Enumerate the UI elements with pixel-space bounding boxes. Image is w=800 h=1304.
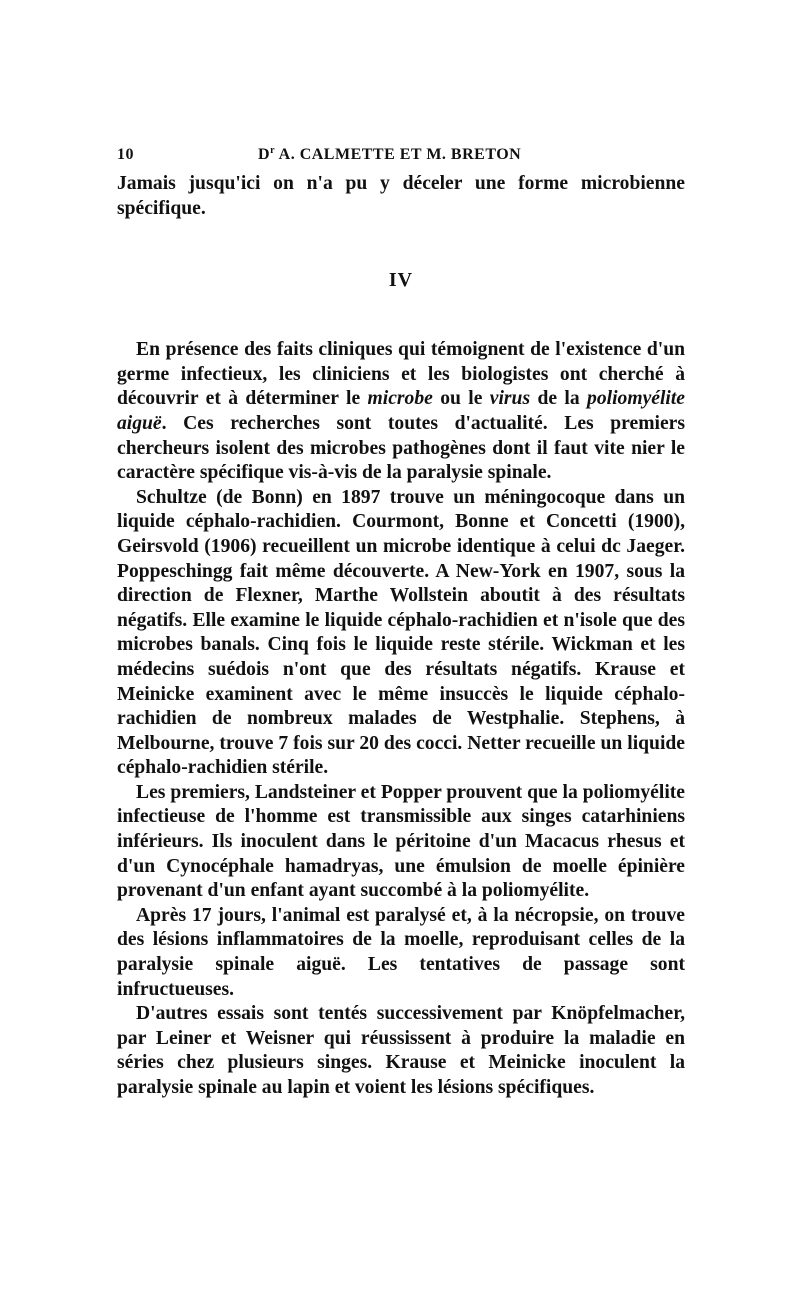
running-head	[117, 146, 685, 172]
paragraph-continuation: Jamais jusqu'ici on n'a pu y déceler une forme microbienne spécifique.	[117, 173, 685, 219]
running-title-authors: A. CALMETTE ET M. BRETON	[275, 146, 522, 163]
paragraph-text: de la	[530, 388, 588, 410]
running-title	[258, 146, 521, 164]
paragraph-search-for-germ	[117, 338, 685, 486]
running-title-superscript: r	[270, 145, 276, 156]
page-number: 10	[117, 146, 134, 163]
italic-term-virus: virus	[489, 388, 531, 410]
paragraph-text: . Ces recherches sont toutes d'actualité. Les premiers chercheurs isolent des microbes pathogènes dont il faut vite nier le caractère spécifique vis-à-vis de la paralysie spinale.	[117, 412, 685, 484]
paragraph-necropsie: Après 17 jours, l'animal est paralysé et, à la nécropsie, on trouve des lésions inflammatoires de la moelle, reproduisant celles de la paralysie spinale aiguë. Les tentatives de passage sont infructueuses.	[117, 904, 685, 1000]
italic-term-microbe: microbe	[367, 388, 433, 410]
paragraph-other-trials: D'autres essais sont tentés successivement par Knöpfelmacher, par Leiner et Weisner qui réussissent à produire la maladie en séries chez plusieurs singes. Krause et Meinicke inoculent la paralysie spinale au lapin et voient les lésions spécifiques.	[117, 1003, 685, 1098]
paragraph-schultze: Schultze (de Bonn) en 1897 trouve un méningocoque dans un liquide céphalo-rachidien. Courmont, Bonne et Concetti (1900), Geirsvold (1906) recueillent un microbe identique à celui dc Jaeger. Poppeschingg fait même découverte. A New-York en 1907, sous la direction de Flexner, Marthe Wollstein aboutit à des résultats négatifs. Elle examine le liquide céphalo-rachidien et n'isole que des microbes banals. Cinq fois le liquide reste stérile. Wickman et les médecins suédois n'ont que des résultats négatifs. Krause et Meinicke examinent avec le même insuccès le liquide céphalo-rachidien de nombreux malades de Westphalie. Stephens, à Melbourne, trouve 7 fois sur 20 des cocci. Netter recueille un liquide céphalo-rachidien stérile.	[117, 486, 685, 779]
book-page	[117, 146, 685, 1101]
running-title-prefix: D	[258, 146, 271, 163]
paragraph-text: En présence des faits cliniques qui témoignent de l'existence d'un germe infectieux, les cliniciens et les biologistes ont cherché à découvrir et à déterminer le	[117, 339, 685, 410]
paragraph-text: ou le	[432, 388, 490, 410]
section-heading: IV	[388, 269, 414, 292]
italic-term-poliomyelite: poliomyélite aiguë	[117, 388, 685, 434]
paragraph-landsteiner-popper: Les premiers, Landsteiner et Popper prouvent que la poliomyélite infectieuse de l'homme est transmissible aux singes catarhiniens inférieurs. Ils inoculent dans le péritoine d'un Macacus rhesus et d'un Cynocéphale hamadryas, une émulsion de moelle épinière provenant d'un enfant ayant succombé à la poliomyélite.	[117, 781, 685, 902]
